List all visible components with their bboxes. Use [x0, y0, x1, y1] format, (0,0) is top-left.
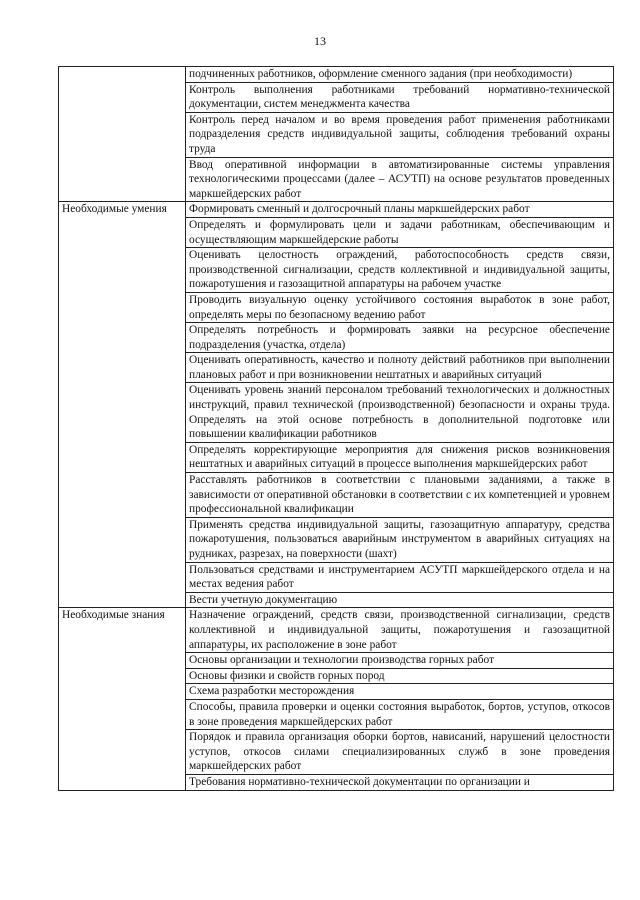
table-cell: Определять и формулировать цели и задачи работникам, обеспечивающим и осуществляющим маркшейдерские работы — [186, 217, 614, 247]
table-cell: Определять потребность и формировать заявки на ресурсное обеспечение подразделения (участка, отдела) — [186, 323, 614, 353]
table-cell: Назначение ограждений, средств связи, производственной сигнализации, средств коллективной и индивидуальной защиты, пожаротушения и газозащитной аппаратуры, их расположение в зоне работ — [186, 608, 614, 653]
table-cell: Пользоваться средствами и инструментарием АСУТП маркшейдерского отдела и на местах ведения работ — [186, 562, 614, 592]
knowledge-label: Необходимые знания — [59, 608, 186, 790]
competency-table — [58, 66, 614, 791]
table-cell: Требования нормативно-технической документации по организации и — [186, 774, 614, 790]
table-cell: Основы физики и свойств горных пород — [186, 668, 614, 684]
skills-label: Необходимые умения — [59, 202, 186, 608]
page-bottom-margin — [0, 833, 640, 900]
table-cell: Ввод оперативной информации в автоматизированные системы управления технологическими процессами (далее – АСУТП) на основе результатов проведенных маркшейдерских работ — [186, 157, 614, 202]
page-number: 13 — [314, 34, 326, 48]
table-cell: Проводить визуальную оценку устойчивого состояния выработок в зоне работ, определять меры по безопасному ведению работ — [186, 292, 614, 322]
empty-label-cell — [59, 67, 186, 202]
table-cell: подчиненных работников, оформление сменного задания (при необходимости) — [186, 67, 614, 83]
table-cell: Оценивать целостность ограждений, работоспособность средств связи, производственной сигнализации, средств коллективной и индивидуальной защиты, пожаротушения и газозащитной аппаратуры на рабочем участке — [186, 248, 614, 293]
table-row — [59, 202, 614, 218]
table-cell: Формировать сменный и долгосрочный планы маркшейдерских работ — [186, 202, 614, 218]
table-cell: Применять средства индивидуальной защиты, газозащитную аппаратуру, средства пожаротушения, пользоваться аварийным инструментом в аварийных ситуациях на рудниках, разрезах, на поверхности (шахт) — [186, 517, 614, 562]
table-cell: Контроль выполнения работниками требований нормативно-технической документации, систем менеджмента качества — [186, 82, 614, 112]
table-cell: Контроль перед началом и во время проведения работ применения работниками подразделения средств индивидуальной защиты, соблюдения требований охраны труда — [186, 112, 614, 157]
table-cell: Порядок и правила организация оборки бортов, нависаний, нарушений целостности уступов, откосов силами специализированных служб в зоне проведения маркшейдерских работ — [186, 730, 614, 775]
table-cell: Схема разработки месторождения — [186, 684, 614, 700]
table-cell: Расставлять работников в соответствии с плановыми заданиями, а также в зависимости от оперативной обстановки в соответствии с их компетенцией и уровнем профессиональной квалификации — [186, 473, 614, 518]
table-cell: Оценивать уровень знаний персоналом требований технологических и должностных инструкций, правил технической (производственной) безопасности и охраны труда. Определять на этой основе потребность в дополнительной подготовке или повышении квалификации работников — [186, 383, 614, 442]
table-row — [59, 608, 614, 653]
table-cell: Оценивать оперативность, качество и полноту действий работников при выполнении плановых работ и при возникновении нештатных и аварийных ситуаций — [186, 353, 614, 383]
table-cell: Основы организации и технологии производства горных работ — [186, 653, 614, 669]
table-cell: Определять корректирующие мероприятия для снижения рисков возникновения нештатных и аварийных ситуаций в процессе выполнения маркшейдерских работ — [186, 442, 614, 472]
table-cell: Способы, правила проверки и оценки состояния выработок, бортов, уступов, откосов в зоне проведения маркшейдерских работ — [186, 699, 614, 729]
table-cell: Вести учетную документацию — [186, 592, 614, 608]
table-row — [59, 67, 614, 83]
